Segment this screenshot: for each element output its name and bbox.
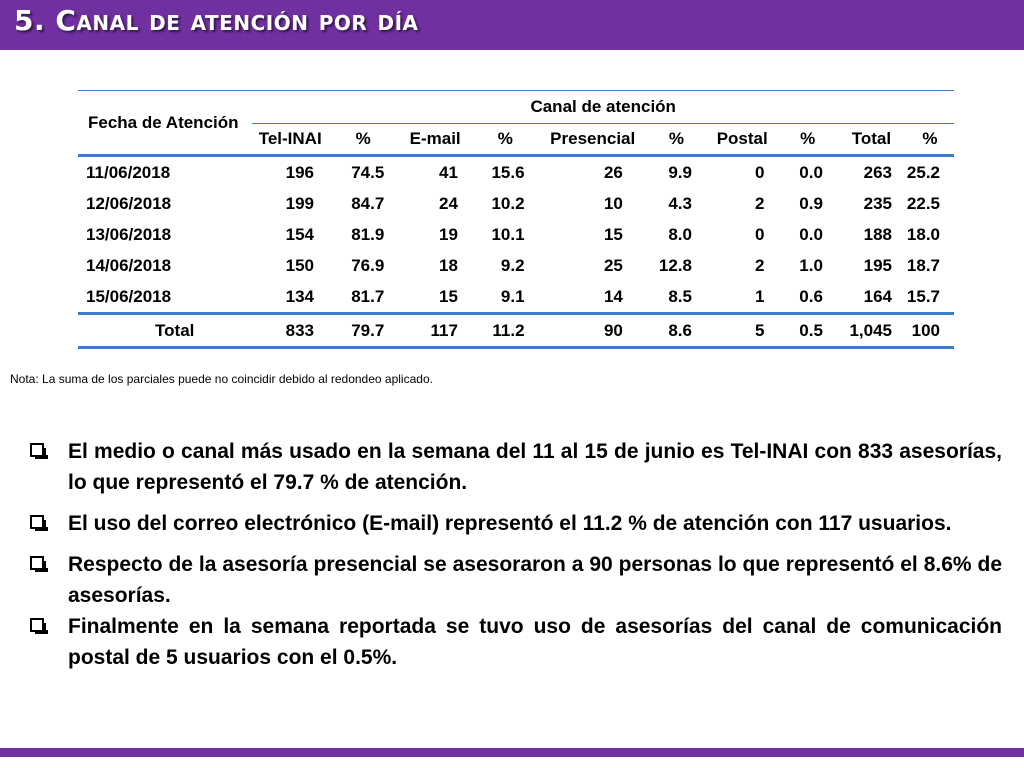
table-cell: 12.8	[658, 255, 692, 275]
table-cell: 25	[603, 255, 623, 275]
table-cell: 41	[398, 156, 472, 189]
table-cell: 79.7	[328, 314, 398, 348]
table-cell: 196	[252, 156, 328, 189]
table-cell: 24	[439, 193, 458, 213]
bullet-text: Respecto de la asesoría presencial se asesoraron a 90 personas lo que representó el 8.6% de asesorías.	[68, 553, 1002, 607]
table-cell: 15.7	[906, 286, 940, 306]
table-cell: 5	[706, 314, 778, 348]
table-row	[78, 281, 954, 314]
table-cell: 10.1	[491, 224, 525, 244]
column-header: %	[778, 124, 836, 156]
table-total-row	[78, 314, 954, 348]
table-cell: 0	[706, 156, 778, 189]
table-cell: 833	[252, 314, 328, 348]
table-cell: 117	[398, 314, 472, 348]
bullet-text: El medio o canal más usado en la semana del 11 al 15 de junio es Tel-INAI con 833 asesorías, lo que representó el 79.7 % de atención.	[68, 440, 1002, 494]
table-cell: 8.6	[647, 314, 706, 348]
table-cell: 9.9	[647, 156, 706, 189]
table-cell: 0	[754, 224, 765, 244]
column-header: %	[328, 124, 398, 156]
table-row	[78, 188, 954, 219]
canal-header: Canal de atención	[252, 91, 954, 124]
column-header: %	[472, 124, 539, 156]
date-cell: 12/06/2018	[86, 193, 172, 213]
bullet-text: El uso del correo electrónico (E-mail) representó el 11.2 % de atención con 117 usuarios.	[68, 512, 952, 535]
table-cell: 18.7	[906, 255, 940, 275]
table-cell: 18.0	[906, 224, 940, 244]
table-cell: 15	[603, 224, 623, 244]
table-cell: 15.6	[472, 156, 539, 189]
table-cell: 81.7	[351, 286, 385, 306]
bullet-item	[30, 436, 1002, 498]
table-cell: 0.0	[799, 224, 823, 244]
table-cell: 0.6	[799, 286, 823, 306]
table-cell: 188	[863, 224, 892, 244]
table-cell: 15	[439, 286, 458, 306]
column-header: Postal	[706, 124, 778, 156]
table-row	[78, 219, 954, 250]
table-cell: 84.7	[351, 193, 385, 213]
table-cell: 195	[863, 255, 892, 275]
table-cell: 100	[906, 314, 954, 348]
footnote: Nota: La suma de los parciales puede no coincidir debido al redondeo aplicado.	[10, 372, 433, 386]
table-cell: 76.9	[351, 255, 385, 275]
date-cell: 15/06/2018	[86, 286, 172, 306]
table-cell: 22.5	[906, 193, 940, 213]
table-cell: 0.9	[799, 193, 823, 213]
checkbox-bullet-icon	[30, 443, 44, 457]
table-cell: 18	[439, 255, 458, 275]
attention-table	[78, 90, 954, 349]
checkbox-bullet-icon	[30, 515, 44, 529]
table-row	[78, 250, 954, 281]
table-cell: 4.3	[668, 193, 692, 213]
checkbox-bullet-icon	[30, 556, 44, 570]
table-cell: 9.2	[500, 255, 525, 275]
table-cell: 0.0	[778, 156, 836, 189]
table-cell: 1,045	[837, 314, 906, 348]
table-cell: 74.5	[328, 156, 398, 189]
table-body	[78, 156, 954, 314]
bullet-text: Finalmente en la semana reportada se tuvo uso de asesorías del canal de comunicación postal de 5 usuarios con el 0.5%.	[68, 615, 1002, 669]
table-cell: 10	[603, 193, 623, 213]
bullet-item	[30, 549, 1002, 611]
bullet-list	[30, 436, 1002, 673]
table-cell: 9.1	[500, 286, 525, 306]
column-header: Total	[837, 124, 906, 156]
table-cell: 11.2	[472, 314, 539, 348]
table-cell: 10.2	[491, 193, 525, 213]
column-header: Tel-INAI	[252, 124, 328, 156]
table-cell: 25.2	[906, 156, 954, 189]
total-label: Total	[78, 314, 252, 348]
table-cell: 134	[285, 286, 314, 306]
bullet-item	[30, 508, 1002, 539]
table-cell: 90	[539, 314, 647, 348]
table-cell: 2	[754, 255, 765, 275]
column-header: Presencial	[539, 124, 647, 156]
bullet-item	[30, 611, 1002, 673]
date-cell: 14/06/2018	[86, 255, 172, 275]
date-cell: 11/06/2018	[78, 156, 252, 189]
table-cell: 199	[285, 193, 314, 213]
table-cell: 14	[603, 286, 623, 306]
table-cell: 1.0	[799, 255, 823, 275]
fecha-header: Fecha de Atención	[78, 91, 252, 156]
table-cell: 150	[285, 255, 314, 275]
table-cell: 81.9	[351, 224, 385, 244]
table-cell: 0.5	[778, 314, 836, 348]
table-row	[78, 156, 954, 189]
footer-bar	[0, 748, 1024, 757]
checkbox-bullet-icon	[30, 618, 44, 632]
column-header: E-mail	[398, 124, 472, 156]
table-cell: 19	[439, 224, 458, 244]
table-cell: 1	[754, 286, 765, 306]
table-cell: 2	[754, 193, 765, 213]
page-title: 5. Canal de atención por día	[14, 4, 419, 37]
table-cell: 263	[837, 156, 906, 189]
table-cell: 164	[863, 286, 892, 306]
table-cell: 8.0	[668, 224, 692, 244]
column-header: %	[647, 124, 706, 156]
table-cell: 235	[863, 193, 892, 213]
date-cell: 13/06/2018	[86, 224, 172, 244]
column-header: %	[906, 124, 954, 156]
table-cell: 154	[285, 224, 314, 244]
table-cell: 8.5	[668, 286, 692, 306]
table-cell: 26	[539, 156, 647, 189]
